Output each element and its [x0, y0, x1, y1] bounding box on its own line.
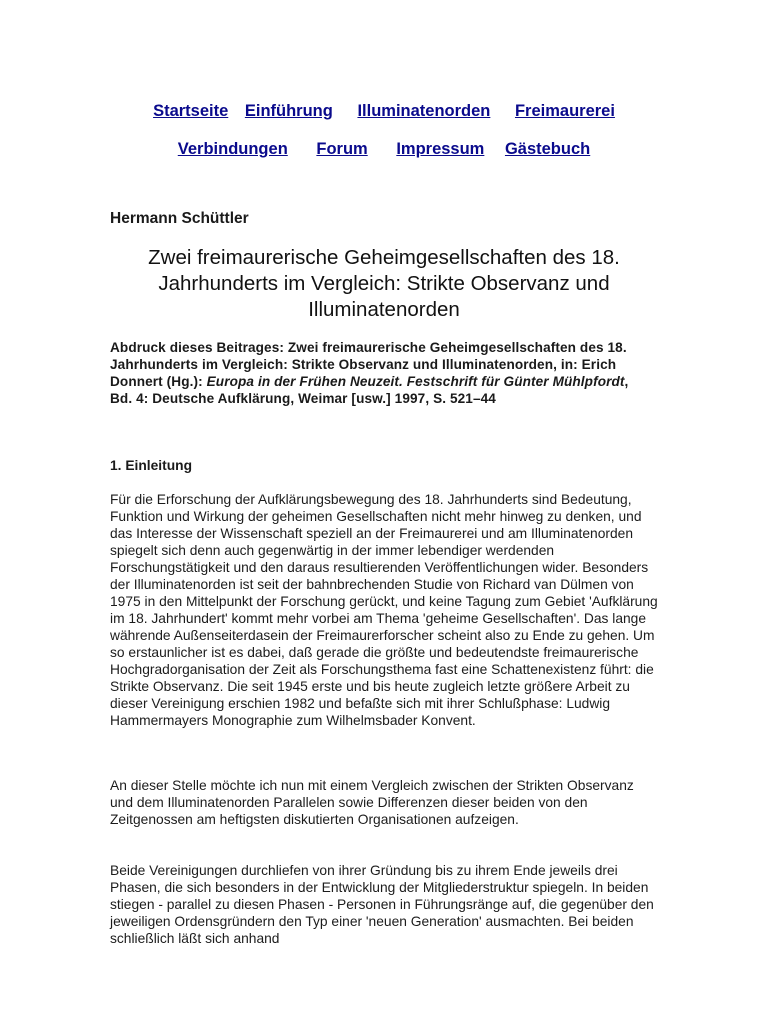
nav-link-einfuehrung[interactable]: Einführung	[244, 102, 333, 120]
source-citation-suffix: , Bd. 4: Deutsche Aufklärung, Weimar [usw.] 1997, S. 521–44	[110, 374, 629, 406]
nav-row-primary	[0, 102, 768, 121]
nav-link-startseite[interactable]: Startseite	[153, 102, 229, 120]
nav-link-gaestebuch[interactable]: Gästebuch	[504, 140, 591, 158]
section-heading: 1. Einleitung	[110, 458, 193, 473]
nav-link-freimaurerei[interactable]: Freimaurerei	[514, 102, 615, 120]
author-name: Hermann Schüttler	[110, 210, 249, 227]
source-citation-prefix: Abdruck dieses Beitrages: Zwei freimaurerische Geheimgesellschaften des 18. Jahrhunderts im Vergleich: Strikte Observanz und Illuminatenorden, in: Erich Donnert (Hg.):	[110, 340, 627, 389]
body-paragraph: Für die Erforschung der Aufklärungsbewegung des 18. Jahrhunderts sind Bedeutung, Funktion und Wirkung der geheimen Gesellschaften nicht mehr hinweg zu denken, und das Interesse der Wissenschaft speziell an der Freimaurerei und am Illuminatenorden spiegelt sich denn auch gegenwärtig in der immer lebendiger werdenden Forschungstätigkeit und den daraus resultierenden Veröffentlichungen wider. Besonders der Illuminatenorden ist seit der bahnbrechenden Studie von Richard van Dülmen von 1975 in den Mittelpunkt der Forschung gerückt, und keine Tagung zum Gebiet 'Aufklärung im 18. Jahrhundert' kommt mehr vorbei am Thema 'geheime Gesellschaften'. Das lange währende Außenseiterdasein der Freimaurerforscher scheint also zu Ende zu gehen. Um so erstaunlicher ist es dabei, daß gerade die größte und bedeutendste freimaurerische Hochgradorganisation der Zeit als Forschungsthema fast eine Schattenexistenz führt: die Strikte Observanz. Die seit 1945 erste und bis heute zugleich letzte größere Arbeit zu dieser Vereinigung erschien 1982 und befaßte sich mit ihrer Schlußphase: Ludwig Hammermayers Monographie zum Wilhelmsbader Konvent.	[110, 492, 658, 728]
nav-link-illuminatenorden[interactable]: Illuminatenorden	[357, 102, 491, 120]
article-title: Zwei freimaurerische Geheimgesellschaften des 18. Jahrhunderts im Vergleich: Strikte Observanz und Illuminatenorden	[148, 246, 620, 321]
body-paragraph: Beide Vereinigungen durchliefen von ihrer Gründung bis zu ihrem Ende jeweils drei Phasen, die sich besonders in der Entwicklung der Mitgliederstruktur spiegeln. In beiden stiegen - parallel zu diesen Phasen - Personen in Führungsränge auf, die gegenüber den jeweiligen Ordensgründern den Typ einer 'neuen Generation' ausmachten. Bei beiden schließlich läßt sich anhand	[110, 863, 654, 946]
nav-link-forum[interactable]: Forum	[316, 140, 368, 158]
body-paragraph: An dieser Stelle möchte ich nun mit einem Vergleich zwischen der Strikten Observanz und dem Illuminatenorden Parallelen sowie Differenzen dieser beiden von den Zeitgenossen am heftigsten diskutierten Organisationen aufzeigen.	[110, 778, 634, 827]
nav-row-secondary	[0, 140, 768, 159]
source-citation-book-title: Europa in der Frühen Neuzeit. Festschrift für Günter Mühlpfordt	[206, 374, 625, 389]
source-citation	[110, 339, 650, 407]
nav-link-impressum[interactable]: Impressum	[396, 140, 485, 158]
nav-link-verbindungen[interactable]: Verbindungen	[177, 140, 288, 158]
